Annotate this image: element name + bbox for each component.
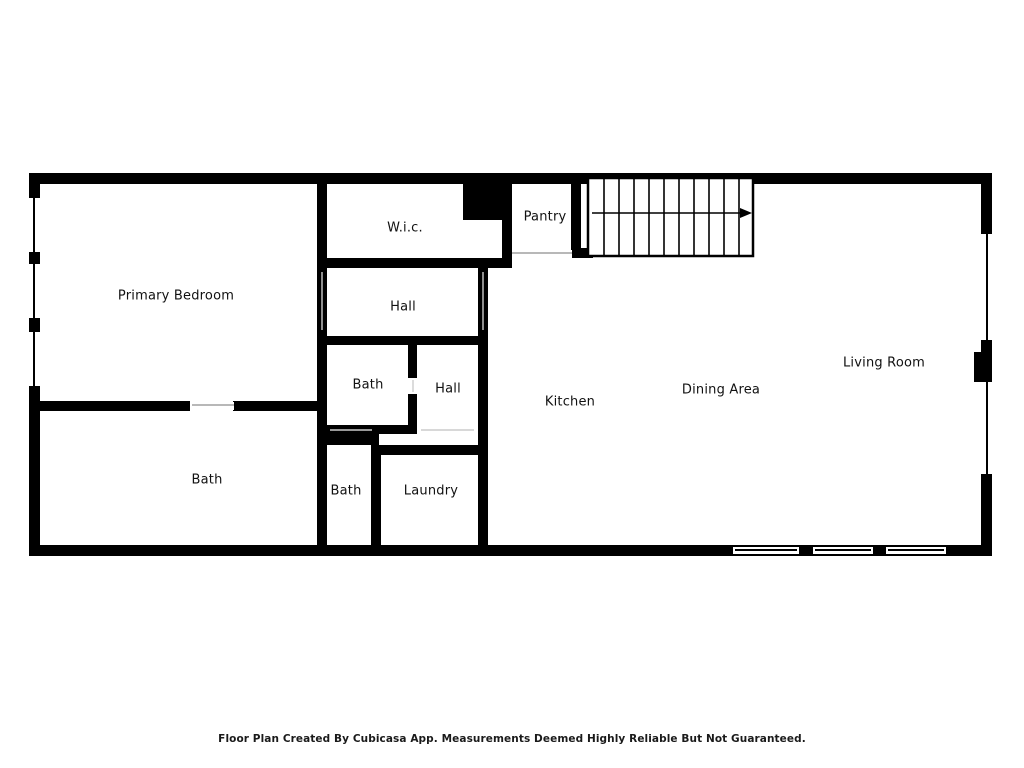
interior-wall-bath3-left: [317, 445, 327, 545]
room-label-hall: Hall: [390, 299, 416, 315]
staircase: [588, 178, 753, 256]
window-left-1: [29, 196, 40, 254]
room-label-bath-lower: Bath: [330, 483, 362, 499]
interior-wall-bath3-right: [371, 445, 381, 545]
floor-plan-caption: Floor Plan Created By Cubicasa App. Measurements Deemed Highly Reliable But Not Guaranteed.: [218, 733, 806, 745]
room-label-living-room: Living Room: [842, 355, 926, 371]
door-threshold-bath-left: [192, 404, 234, 406]
room-label-primary-bedroom: Primary Bedroom: [117, 288, 235, 304]
room-label-kitchen: Kitchen: [544, 394, 596, 410]
window-bottom-3: [886, 545, 946, 556]
room-label-laundry: Laundry: [403, 483, 459, 499]
interior-wall-wic-bottom: [317, 258, 512, 268]
window-right-1: [981, 232, 992, 342]
interior-wall-bedroom-right-upper: [317, 173, 327, 268]
interior-wall-bath-left-top-b: [233, 401, 327, 411]
interior-wall-bath-top: [317, 336, 417, 345]
window-left-3: [29, 330, 40, 388]
interior-wall-bath-right-upper: [408, 336, 417, 378]
room-label-bath-center: Bath: [352, 377, 384, 393]
room-label-dining-area: Dining Area: [681, 382, 761, 398]
interior-wall-hall2-top: [417, 336, 479, 345]
room-label-hall-2: Hall: [435, 381, 461, 397]
room-label-pantry: Pantry: [523, 209, 567, 225]
wall-jog-right: [974, 352, 992, 382]
room-label-wic: W.i.c.: [387, 220, 423, 236]
window-left-2: [29, 262, 40, 320]
interior-wall-pantry-right: [571, 178, 581, 258]
interior-wall-laundry-top: [371, 445, 479, 455]
interior-wall-pantry-left: [502, 178, 512, 263]
door-threshold-pantry: [512, 252, 572, 254]
interior-wall-bath-left-top-a: [40, 401, 190, 411]
window-bottom-2: [813, 545, 873, 556]
interior-wall-kitchen-left: [478, 330, 488, 545]
window-bottom-1: [733, 545, 799, 556]
interior-wall-lower-top: [317, 434, 379, 445]
room-label-bath-left: Bath: [191, 472, 223, 488]
window-right-2: [981, 380, 992, 476]
